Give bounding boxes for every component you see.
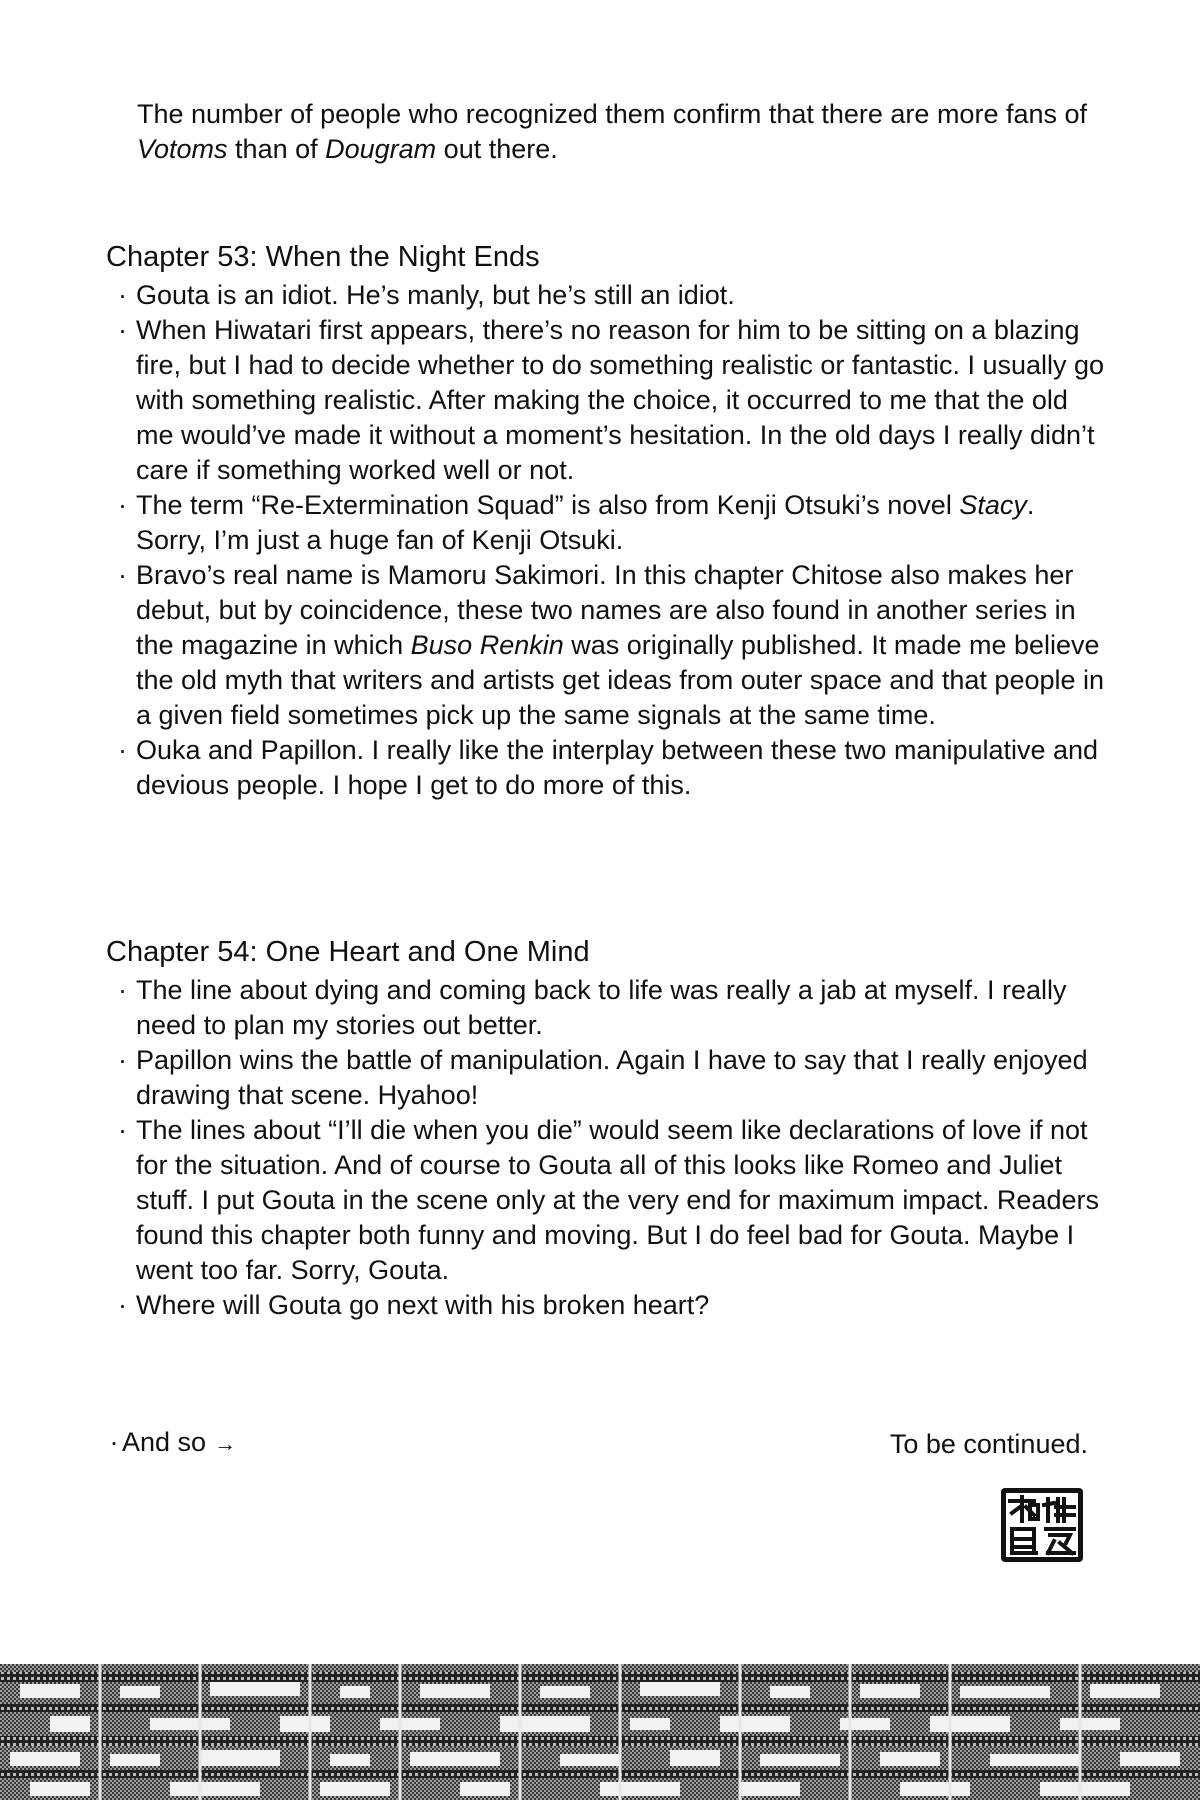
note-item	[106, 1043, 1106, 1113]
bullet: ·	[109, 1427, 119, 1457]
note-text: Ouka and Papillon. I really like the interplay between these two manipulative and devious people. I hope I get to do more of this.	[136, 735, 1099, 800]
note-text: When Hiwatari first appears, there’s no reason for him to be sitting on a blazing fire, but I had to decide whether to do something realistic or fantastic. I usually go with something realistic. After making the choice, it occurred to me that the old me would’ve made it without a moment’s hesitation. In the old days I really didn’t care if something worked well or not.	[136, 315, 1105, 485]
chapter-54-title: Chapter 54: One Heart and One Mind	[106, 936, 590, 968]
note-text: The term “Re-Extermination Squad” is also from Kenji Otsuki’s novel	[136, 490, 960, 520]
bullet: ·	[118, 280, 127, 310]
series-title-votoms: Votoms	[137, 134, 228, 164]
to-be-continued-text: To be continued.	[889, 1429, 1088, 1459]
note-item	[106, 313, 1106, 488]
note-item	[106, 1113, 1106, 1288]
page-footer	[106, 1425, 1088, 1465]
note-item	[106, 278, 1106, 313]
intro-text: The number of people who recognized them confirm that there are more fans of	[137, 99, 1088, 129]
decorative-pattern-band	[0, 1664, 1200, 1800]
note-text: was originally published. It made me believe the old myth that writers and artists get ideas from outer space and that people in a given field sometimes pick up the same signals at the same time.	[136, 630, 1105, 730]
note-item	[106, 1288, 1106, 1323]
chapter-53-title: Chapter 53: When the Night Ends	[106, 241, 540, 273]
bullet: ·	[118, 975, 127, 1005]
series-title-buso-renkin: Buso Renkin	[410, 630, 564, 660]
chapter-54-section	[106, 933, 1106, 1323]
note-item	[106, 488, 1106, 558]
bullet: ·	[118, 490, 127, 520]
note-text: Bravo’s real name is Mamoru Sakimori. In this chapter Chitose also makes her debut, but by coincidence, these two names are also found in another series in the magazine in which	[136, 560, 1076, 660]
note-item	[106, 973, 1106, 1043]
note-text: The lines about “I’ll die when you die” would seem like declarations of love if not for the situation. And of course to Gouta all of this looks like Romeo and Juliet stuff. I put Gouta in the scene only at the very end for maximum impact. Readers found this chapter both funny and moving. But I do feel bad for Gouta. Maybe I went too far. Sorry, Gouta.	[136, 1115, 1099, 1285]
and-so-line	[106, 1425, 236, 1461]
bullet: ·	[118, 1115, 127, 1145]
and-so-text: And so	[122, 1427, 207, 1457]
note-item	[106, 733, 1106, 803]
bullet: ·	[118, 735, 127, 765]
note-text: . Sorry, I’m just a huge fan of Kenji Otsuki.	[136, 490, 1035, 555]
bullet: ·	[118, 315, 127, 345]
author-seal-stamp	[1000, 1487, 1084, 1563]
note-item	[106, 558, 1106, 733]
intro-paragraph	[137, 97, 1097, 167]
intro-text: than of	[227, 134, 326, 164]
novel-title-stacy: Stacy	[959, 490, 1027, 520]
arrow-right-icon: →	[214, 1431, 237, 1456]
note-text: Gouta is an idiot. He’s manly, but he’s still an idiot.	[136, 280, 735, 310]
intro-text: out there.	[436, 134, 558, 164]
chapter-53-section	[106, 238, 1106, 803]
chapter-53-notes	[106, 278, 1106, 803]
chapter-54-notes	[106, 973, 1106, 1323]
bullet: ·	[118, 1290, 127, 1320]
note-text: Papillon wins the battle of manipulation. Again I have to say that I really enjoyed drawing that scene. Hyahoo!	[136, 1045, 1088, 1110]
bullet: ·	[118, 560, 127, 590]
note-text: The line about dying and coming back to life was really a jab at myself. I really need to plan my stories out better.	[136, 975, 1067, 1040]
bullet: ·	[118, 1045, 127, 1075]
note-text: Where will Gouta go next with his broken heart?	[136, 1290, 710, 1320]
series-title-dougram: Dougram	[325, 134, 437, 164]
